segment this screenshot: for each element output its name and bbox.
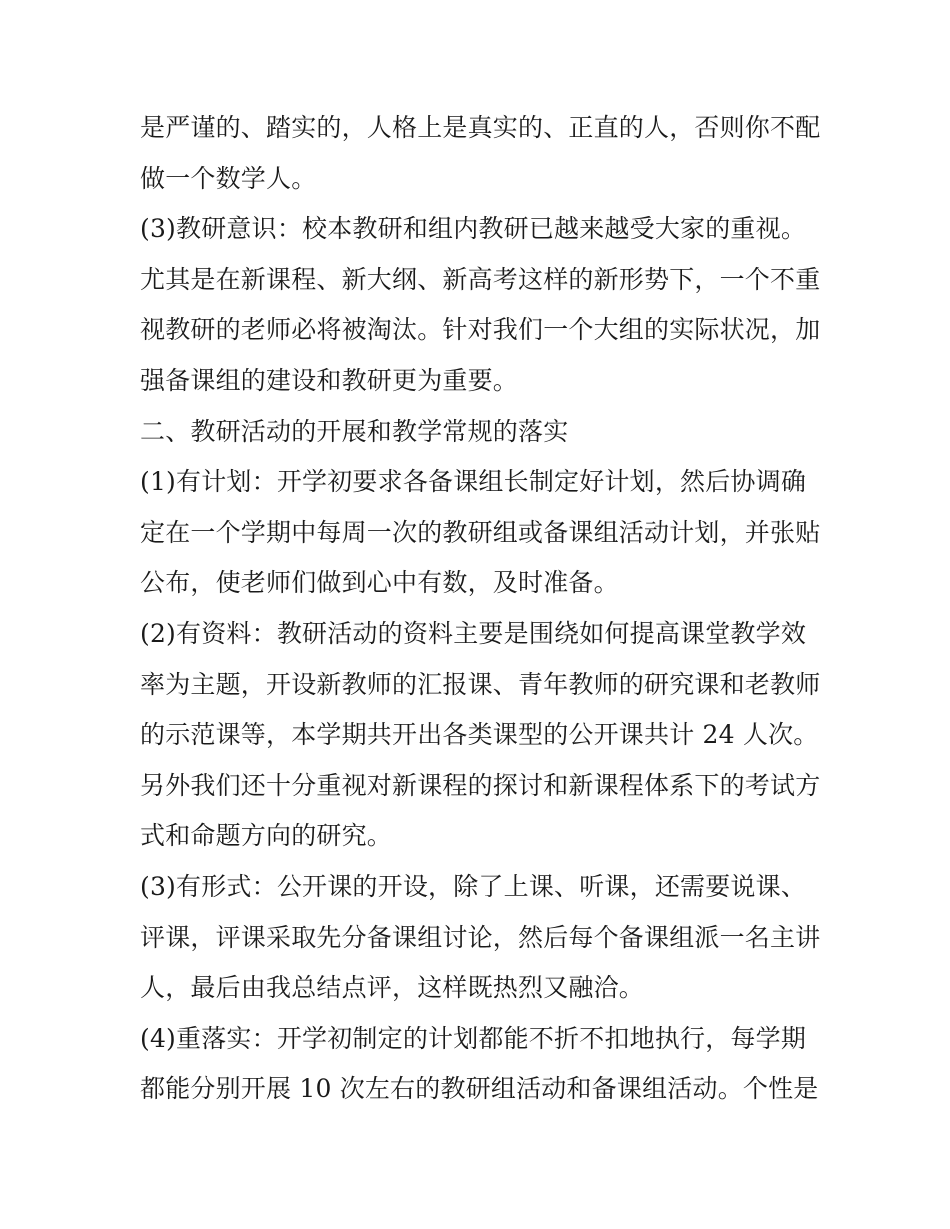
text-line: 式和命题方向的研究。 [140,821,393,851]
text-line: 视教研的老师必将被淘汰。针对我们一个大组的实际状况，加 [140,315,821,345]
text-line: (3)有形式：公开课的开设，除了上课、听课，还需要说课、 [140,871,807,901]
text-line: 另外我们还十分重视对新课程的探讨和新课程体系下的考试方 [140,770,821,800]
text-line: 率为主题，开设新教师的汇报课、青年教师的研究课和老教师 [140,669,821,699]
text-line: 都能分别开展 10 次左右的教研组活动和备课组活动。个性是 [140,1074,819,1104]
text-line: 尤其是在新课程、新大纲、新高考这样的新形势下，一个不重 [140,264,821,294]
section-heading: 二、教研活动的开展和教学常规的落实 [140,416,569,446]
text-line: (4)重落实：开学初制定的计划都能不折不扣地执行，每学期 [140,1023,807,1053]
text-line: 评课，评课采取先分备课组讨论，然后每个备课组派一名主讲 [140,922,821,952]
text-line: 强备课组的建设和教研更为重要。 [140,365,519,395]
text-line: 公布，使老师们做到心中有数，及时准备。 [140,568,619,598]
text-line: (1)有计划：开学初要求各备课组长制定好计划，然后协调确 [140,467,807,497]
text-line: 的示范课等，本学期共开出各类课型的公开课共计 24 人次。 [140,720,819,750]
document-body [140,103,820,1115]
text-line: (3)教研意识：校本教研和组内教研已越来越受大家的重视。 [140,214,807,244]
text-line: 人，最后由我总结点评，这样既热烈又融洽。 [140,973,645,1003]
text-line: 是严谨的、踏实的，人格上是真实的、正直的人，否则你不配 [140,113,821,142]
text-line: 定在一个学期中每周一次的教研组或备课组活动计划，并张贴 [140,517,821,547]
text-line: 做一个数学人。 [140,163,317,193]
text-line: (2)有资料：教研活动的资料主要是围绕如何提高课堂教学效 [140,618,807,648]
